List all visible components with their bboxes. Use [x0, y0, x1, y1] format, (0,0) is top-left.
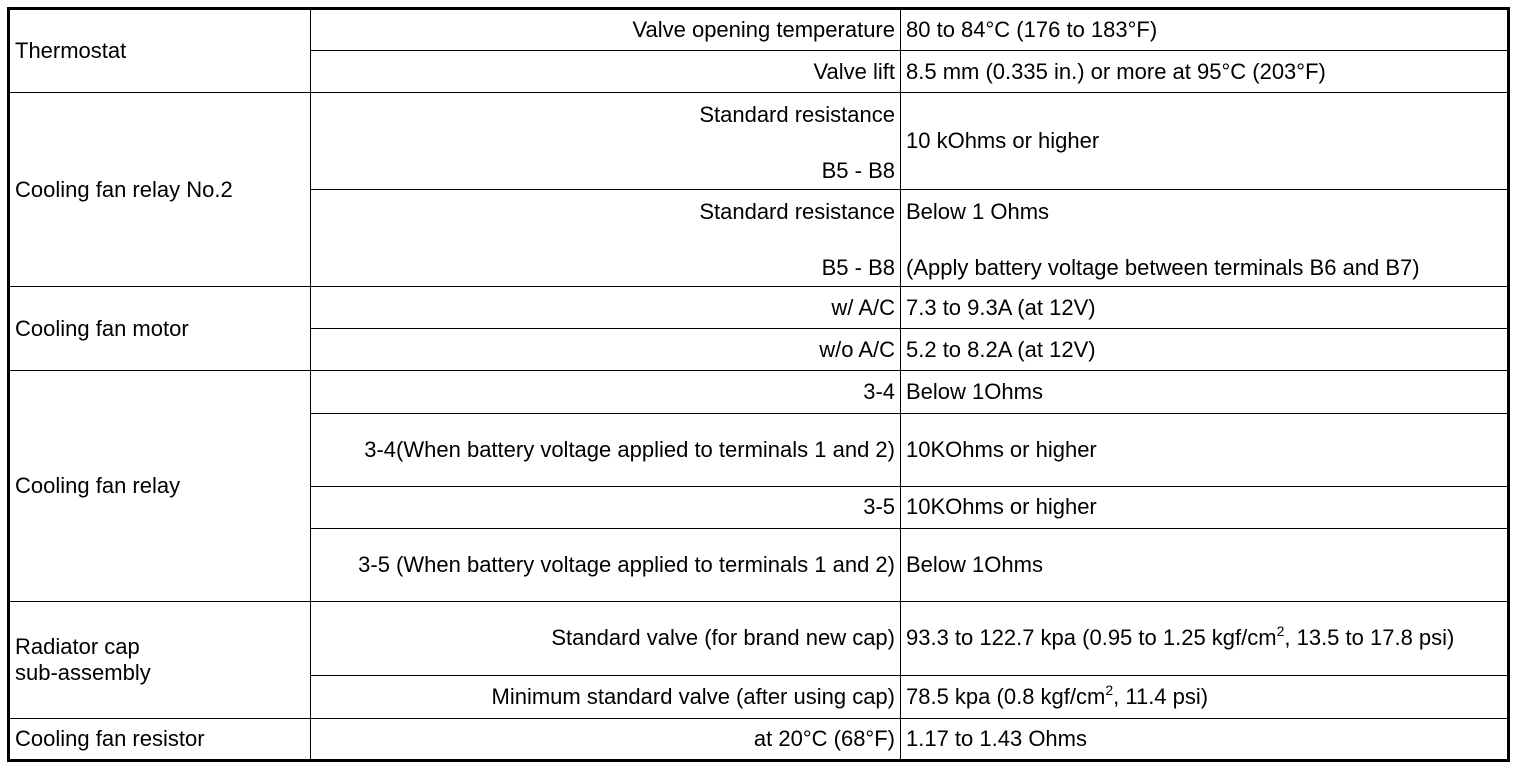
- value-text: , 13.5 to 17.8 psi): [1284, 625, 1455, 651]
- table-row: [9, 601, 1509, 675]
- spacer: [906, 225, 1502, 255]
- condition-line: Standard resistance: [699, 102, 895, 128]
- condition-cell: [311, 190, 901, 287]
- component-fan-relay: Cooling fan relay: [9, 371, 311, 601]
- superscript: 2: [1276, 623, 1285, 640]
- spacer: [316, 225, 895, 255]
- condition-cell: w/o A/C: [311, 329, 901, 371]
- component-fan-relay-no2: Cooling fan relay No.2: [9, 93, 311, 287]
- component-radiator-cap: [9, 601, 311, 718]
- value-cell: 5.2 to 8.2A (at 12V): [901, 329, 1509, 371]
- value-text: 78.5 kpa (0.8 kgf/cm: [906, 683, 1106, 709]
- superscript: 2: [1105, 681, 1114, 698]
- spacer: [316, 128, 895, 158]
- table-row: [9, 718, 1509, 760]
- condition-cell: Valve lift: [311, 51, 901, 93]
- value-text: 93.3 to 122.7 kpa (0.95 to 1.25 kgf/cm: [906, 625, 1277, 651]
- condition-cell: at 20°C (68°F): [311, 718, 901, 760]
- component-fan-resistor: Cooling fan resistor: [9, 718, 311, 760]
- condition-cell: 3-4: [311, 371, 901, 414]
- condition-cell: Minimum standard valve (after using cap): [311, 675, 901, 718]
- value-cell: [901, 601, 1509, 675]
- value-cell: 10KOhms or higher: [901, 486, 1509, 528]
- table-row: [9, 371, 1509, 414]
- value-text: , 11.4 psi): [1113, 683, 1209, 709]
- component-line: sub-assembly: [15, 659, 151, 685]
- condition-line: B5 - B8: [821, 158, 895, 184]
- condition-cell: 3-5 (When battery voltage applied to terminals 1 and 2): [311, 528, 901, 601]
- value-cell: Below 1Ohms: [901, 371, 1509, 414]
- condition-line: Standard resistance: [699, 199, 895, 225]
- condition-cell: [311, 93, 901, 190]
- value-line: Below 1 Ohms: [906, 199, 1050, 225]
- table-row: [9, 93, 1509, 190]
- component-fan-motor: Cooling fan motor: [9, 287, 311, 371]
- table-row: [9, 287, 1509, 329]
- value-cell: 10 kOhms or higher: [901, 93, 1509, 190]
- component-line: Radiator cap: [15, 633, 140, 659]
- value-cell: 8.5 mm (0.335 in.) or more at 95°C (203°F): [901, 51, 1509, 93]
- component-thermostat: Thermostat: [9, 9, 311, 93]
- condition-cell: w/ A/C: [311, 287, 901, 329]
- value-cell: 10KOhms or higher: [901, 414, 1509, 486]
- value-cell: [901, 190, 1509, 287]
- value-cell: 1.17 to 1.43 Ohms: [901, 718, 1509, 760]
- value-cell: 7.3 to 9.3A (at 12V): [901, 287, 1509, 329]
- value-cell: [901, 675, 1509, 718]
- condition-line: B5 - B8: [821, 255, 895, 281]
- value-cell: Below 1Ohms: [901, 528, 1509, 601]
- table-row: [9, 9, 1509, 51]
- condition-cell: Valve opening temperature: [311, 9, 901, 51]
- value-line: (Apply battery voltage between terminals B6 and B7): [906, 255, 1420, 281]
- condition-cell: 3-5: [311, 486, 901, 528]
- cooling-specification-table: [7, 7, 1510, 762]
- condition-cell: Standard valve (for brand new cap): [311, 601, 901, 675]
- condition-cell: 3-4(When battery voltage applied to terminals 1 and 2): [311, 414, 901, 486]
- value-cell: 80 to 84°C (176 to 183°F): [901, 9, 1509, 51]
